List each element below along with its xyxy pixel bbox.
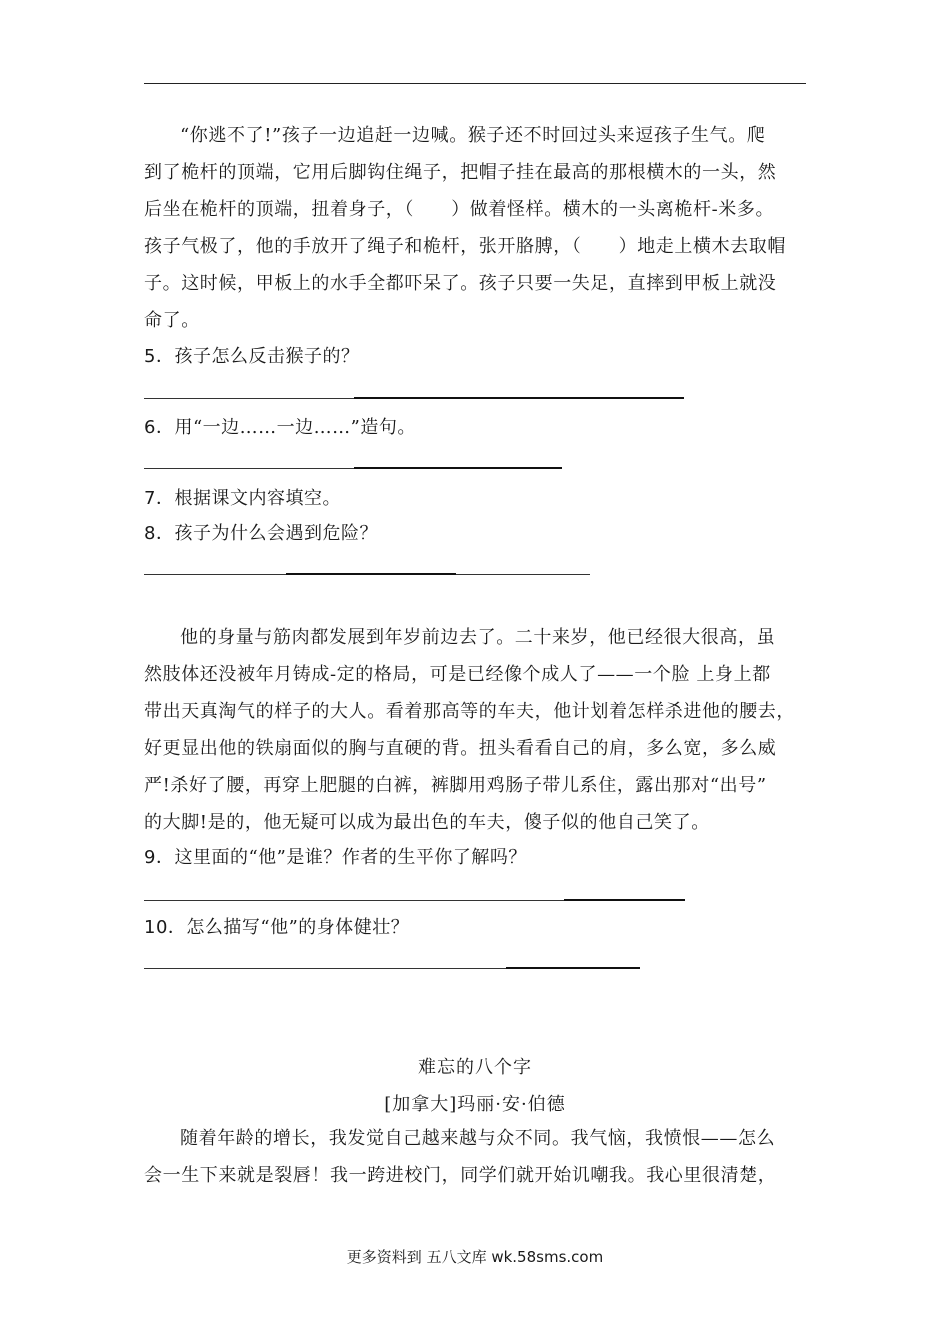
article-line: 会一生下来就是裂唇！我一跨进校门，同学们就开始讥嘲我。我心里很清楚， xyxy=(144,1165,777,1186)
footer-text: 更多资料到 五八文库 wk.58sms.com xyxy=(346,1248,604,1266)
passage-line: 带出天真淘气的样子的大人。看着那高等的车夫，他计划着怎样杀进他的腰去， xyxy=(144,701,795,722)
passage-line: 后坐在桅杆的顶端，扭着身子，（ ）做着怪样。横木的一头离桅杆-米多。 xyxy=(144,199,775,220)
header-rule xyxy=(144,83,806,84)
question-number: 5． xyxy=(144,346,175,367)
question-text: 这里面的“他”是谁？作者的生平你了解吗？ xyxy=(174,847,527,868)
question-5 xyxy=(144,344,359,370)
question-8 xyxy=(144,521,378,547)
question-number: 6． xyxy=(144,417,175,438)
question-6 xyxy=(144,415,416,441)
article-author: [加拿大]玛丽·安·伯德 xyxy=(384,1094,566,1115)
answer-line-5[interactable] xyxy=(144,397,578,399)
answer-line-9[interactable] xyxy=(144,899,685,901)
question-text: 怎么描写“他”的身体健壮？ xyxy=(186,917,410,938)
passage-line: “你逃不了!”孩子一边追赶一边喊。猴子还不时回过头来逗孩子生气。爬 xyxy=(180,125,766,146)
article-line: 随着年龄的增长，我发觉自己越来越与众不同。我气恼，我愤恨——怎么 xyxy=(180,1128,776,1149)
question-number: 10． xyxy=(144,917,187,938)
question-number: 7． xyxy=(144,488,175,509)
question-10 xyxy=(144,915,409,941)
question-text: 孩子怎么反击猴子的？ xyxy=(174,346,360,367)
passage-monkey xyxy=(144,117,810,339)
passage-line: 子。这时候，甲板上的水手全都吓呆了。孩子只要一失足，直摔到甲板上就没 xyxy=(144,273,777,294)
passage-line: 孩子气极了，他的手放开了绳子和桅杆，张开胳膊，（ ）地走上横木去取帽 xyxy=(144,236,786,257)
answer-line-10[interactable] xyxy=(144,967,640,969)
passage-line: 的大脚!是的，他无疑可以成为最出色的车夫，傻子似的他自己笑了。 xyxy=(144,812,710,833)
passage-line: 好更显出他的铁扇面似的胸与直硬的背。扭头看看自己的肩，多么宽，多么威 xyxy=(144,738,777,759)
question-text: 孩子为什么会遇到危险？ xyxy=(174,523,378,544)
question-number: 8． xyxy=(144,523,175,544)
question-text: 用“一边……一边……”造句。 xyxy=(174,417,416,438)
article-title: 难忘的八个字 xyxy=(418,1057,532,1078)
answer-line-6[interactable] xyxy=(144,467,562,469)
question-7 xyxy=(144,486,341,512)
question-text: 根据课文内容填空。 xyxy=(174,488,341,509)
passage-line: 然肢体还没被年月铸成-定的格局，可是已经像个成人了——一个脸 上身上都 xyxy=(144,664,771,685)
passage-line: 命了。 xyxy=(144,310,200,331)
article-body xyxy=(144,1120,810,1194)
passage-xiangzi xyxy=(144,619,810,841)
question-9 xyxy=(144,845,527,871)
answer-line-8[interactable] xyxy=(144,573,590,575)
passage-line: 严!杀好了腰，再穿上肥腿的白裤，裤脚用鸡肠子带儿系住，露出那对“出号” xyxy=(144,775,767,796)
question-number: 9． xyxy=(144,847,175,868)
passage-line: 他的身量与筋肉都发展到年岁前边去了。二十来岁，他已经很大很高，虽 xyxy=(180,627,776,648)
passage-line: 到了桅杆的顶端，它用后脚钩住绳子，把帽子挂在最高的那根横木的一头，然 xyxy=(144,162,777,183)
